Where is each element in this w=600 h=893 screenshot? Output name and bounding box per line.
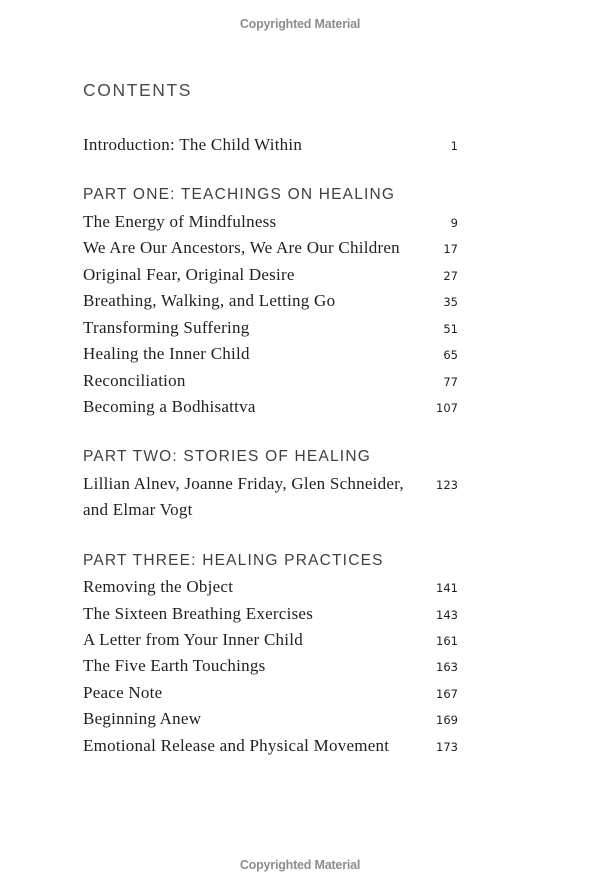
toc-entry-page-number: 141 xyxy=(436,581,458,596)
toc-entry-title: Removing the Object xyxy=(83,577,234,597)
toc-entry-page-number: 77 xyxy=(443,374,458,389)
toc-section-heading: PART ONE: TEACHINGS ON HEALING xyxy=(83,186,396,204)
toc-entry-row xyxy=(83,341,458,367)
toc-entry-row xyxy=(83,653,458,679)
toc-entry-row xyxy=(83,315,458,341)
toc-entry-title: Introduction: The Child Within xyxy=(83,135,303,154)
toc-entry-title: Reconciliation xyxy=(83,370,186,390)
toc-entry-title: The Sixteen Breathing Exercises xyxy=(83,603,314,623)
toc-entry-title: The Five Earth Touchings xyxy=(83,656,266,676)
toc-entry-row xyxy=(83,235,458,261)
toc-entry-row xyxy=(83,627,458,653)
toc-section-heading: PART THREE: HEALING PRACTICES xyxy=(83,551,384,569)
toc-entry-row xyxy=(83,209,458,235)
toc-entry-row xyxy=(83,132,458,158)
table-of-contents xyxy=(83,132,458,759)
toc-entry-page-number: 167 xyxy=(436,686,458,701)
toc-entry-title: Transforming Suffering xyxy=(83,317,250,337)
toc-entry-title: Breathing, Walking, and Letting Go xyxy=(83,291,336,311)
toc-entry-title: The Energy of Mindfulness xyxy=(83,211,277,231)
toc-entry-row xyxy=(83,706,458,732)
copyright-notice-bottom: Copyrighted Material xyxy=(239,858,361,872)
toc-entry-row xyxy=(83,680,458,706)
toc-entry-page-number: 143 xyxy=(436,607,458,622)
toc-entry-row xyxy=(83,733,458,759)
toc-section-heading-row xyxy=(83,182,458,208)
toc-entry-row xyxy=(83,368,458,394)
toc-entry-title: Emotional Release and Physical Movement xyxy=(83,735,390,755)
toc-entry-page-number: 65 xyxy=(443,348,458,363)
toc-entry-row xyxy=(83,262,458,288)
toc-entry-row xyxy=(83,574,458,600)
toc-entry-row xyxy=(83,471,458,497)
toc-entry-page-number: 173 xyxy=(436,739,458,754)
toc-entry-title: Peace Note xyxy=(83,682,163,702)
toc-section-heading-row xyxy=(83,444,458,470)
toc-entry-page-number: 123 xyxy=(436,477,458,492)
toc-entry-page-number: 27 xyxy=(443,268,458,283)
toc-entry-title: Beginning Anew xyxy=(83,709,202,729)
toc-entry-page-number: 9 xyxy=(450,215,458,230)
toc-entry-row xyxy=(83,497,458,523)
toc-entry-page-number: 163 xyxy=(436,660,458,675)
toc-entry-title: Lillian Alnev, Joanne Friday, Glen Schneider, xyxy=(83,473,404,493)
toc-entry-page-number: 35 xyxy=(443,295,458,310)
contents-heading: CONTENTS xyxy=(83,80,193,100)
toc-entry-row xyxy=(83,601,458,627)
toc-entry-title: and Elmar Vogt xyxy=(83,500,193,520)
toc-entry-page-number: 1 xyxy=(450,139,458,153)
copyright-notice-top: Copyrighted Material xyxy=(239,17,361,31)
toc-section-heading-row xyxy=(83,548,458,574)
toc-entry-page-number: 161 xyxy=(436,634,458,648)
toc-entry-page-number: 107 xyxy=(436,400,458,415)
toc-entry-row xyxy=(83,288,458,314)
toc-entry-title: A Letter from Your Inner Child xyxy=(83,630,303,649)
toc-section-heading: PART TWO: STORIES OF HEALING xyxy=(83,448,371,466)
toc-entry-title: Original Fear, Original Desire xyxy=(83,264,295,284)
toc-entry-title: Healing the Inner Child xyxy=(83,344,250,364)
toc-entry-page-number: 169 xyxy=(436,713,458,728)
toc-entry-title: We Are Our Ancestors, We Are Our Children xyxy=(83,238,400,258)
toc-entry-page-number: 17 xyxy=(443,242,458,257)
toc-entry-row xyxy=(83,394,458,420)
toc-entry-title: Becoming a Bodhisattva xyxy=(83,396,256,416)
toc-entry-page-number: 51 xyxy=(443,321,458,336)
